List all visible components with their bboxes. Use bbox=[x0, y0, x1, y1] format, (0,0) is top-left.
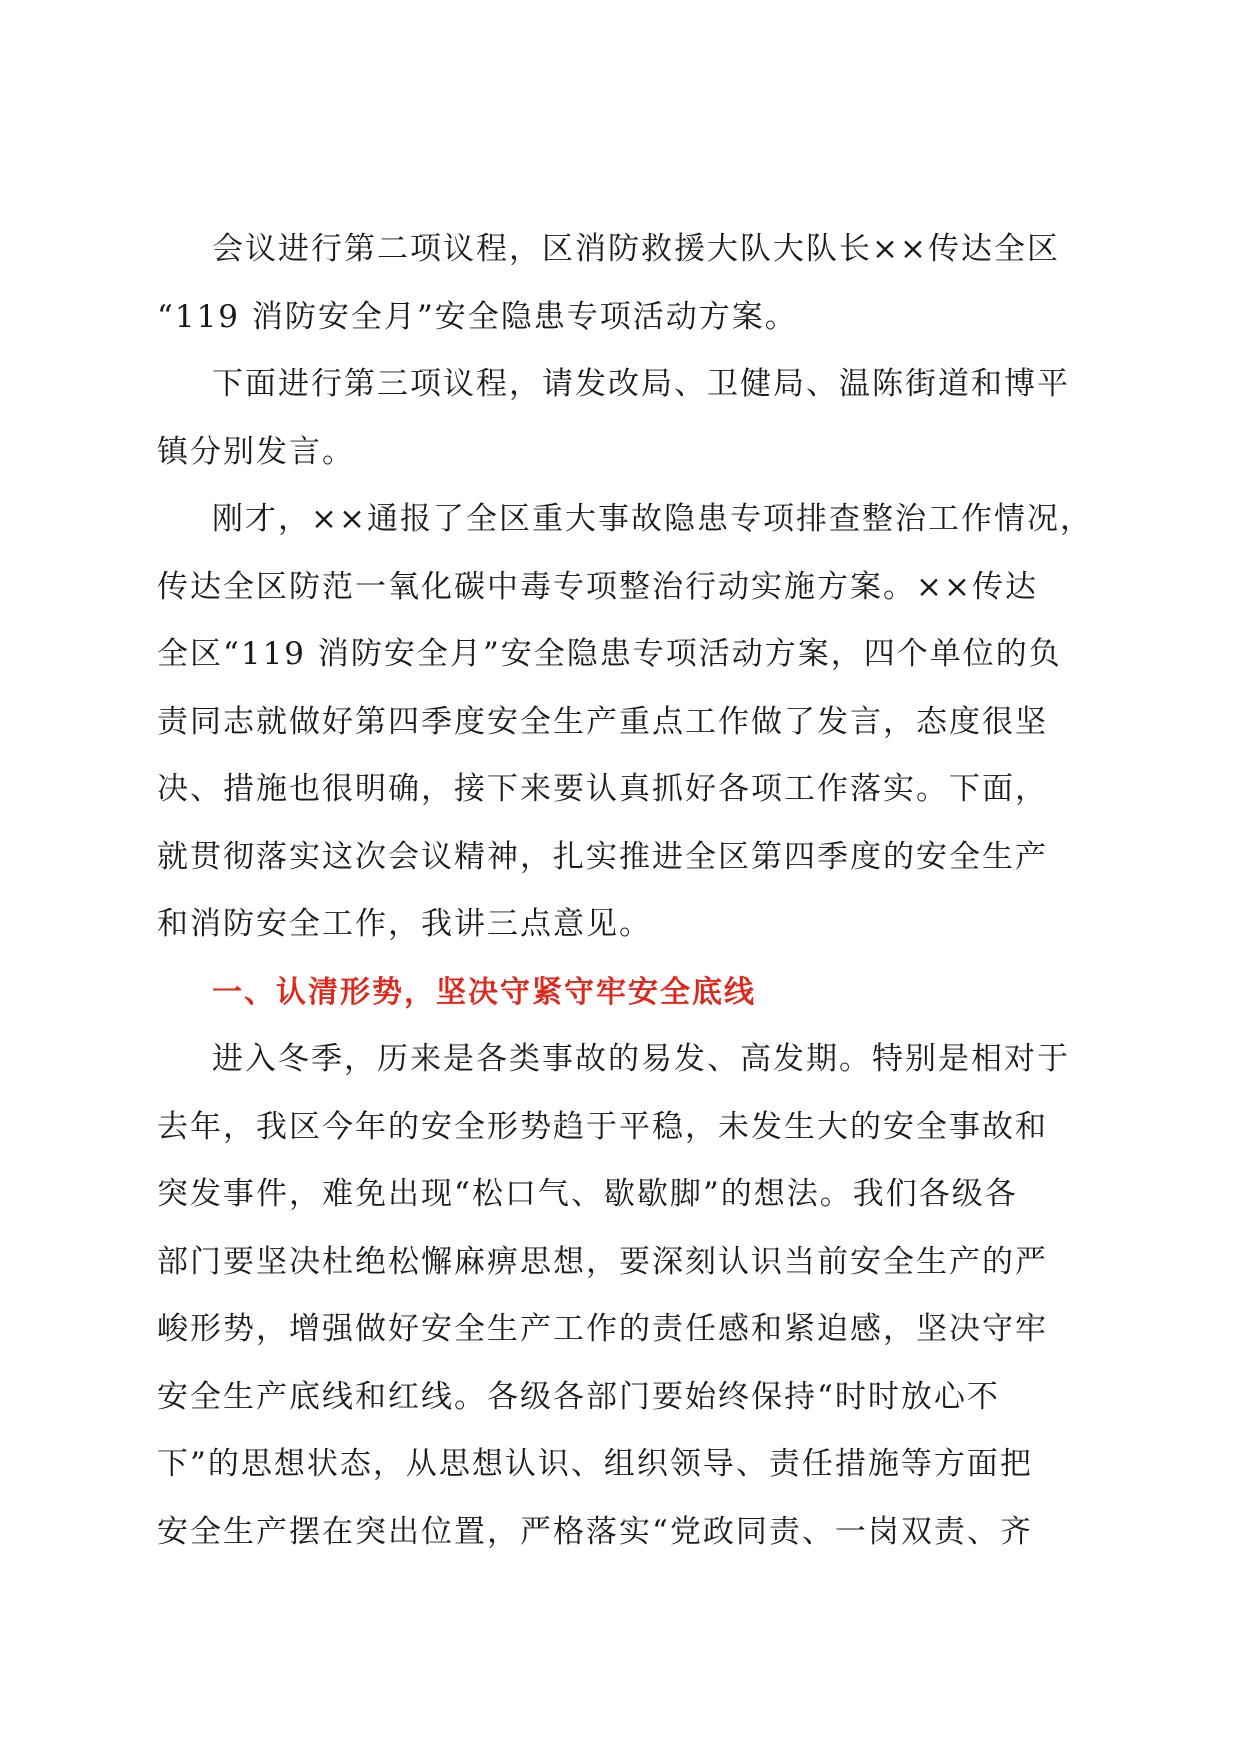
paragraph-line: 全区“119 消防安全月”安全隐患专项活动方案，四个单位的负 bbox=[157, 636, 1062, 672]
paragraph-line: 进入冬季，历来是各类事故的易发、高发期。特别是相对于 bbox=[212, 1041, 1070, 1077]
paragraph-line: 传达全区防范一氧化碳中毒专项整治行动实施方案。××传达 bbox=[157, 568, 1038, 605]
paragraph-line: 部门要坚决杜绝松懈麻痹思想，要深刻认识当前安全生产的严 bbox=[157, 1243, 1048, 1280]
paragraph-line: 去年，我区今年的安全形势趋于平稳，未发生大的安全事故和 bbox=[157, 1108, 1048, 1145]
paragraph-line: 突发事件，难免出现“松口气、歇歇脚”的想法。我们各级各 bbox=[157, 1176, 1018, 1212]
paragraph-line: 刚才，××通报了全区重大事故隐患专项排查整治工作情况， bbox=[212, 501, 1093, 537]
paragraph-line: 下”的思想状态，从思想认识、组织领导、责任措施等方面把 bbox=[157, 1446, 1033, 1482]
paragraph-line: 镇分别发言。 bbox=[157, 433, 355, 470]
paragraph-line: 峻形势，增强做好安全生产工作的责任感和紧迫感，坚决守牢 bbox=[157, 1311, 1048, 1347]
paragraph-line: 安全生产底线和红线。各级各部门要始终保持“时时放心不 bbox=[157, 1378, 1000, 1415]
paragraph-line: 就贯彻落实这次会议精神，扎实推进全区第四季度的安全生产 bbox=[157, 838, 1048, 875]
paragraph-line: 下面进行第三项议程，请发改局、卫健局、温陈街道和博平 bbox=[212, 366, 1070, 402]
section-heading: 一、认清形势，坚决守紧守牢安全底线 bbox=[212, 974, 756, 1010]
paragraph-line: “119 消防安全月”安全隐患专项活动方案。 bbox=[157, 298, 798, 335]
paragraph-line: 会议进行第二项议程，区消防救援大队大队长××传达全区 bbox=[212, 231, 1060, 267]
document-body bbox=[157, 216, 1117, 1566]
paragraph-line: 和消防安全工作，我讲三点意见。 bbox=[157, 906, 652, 942]
paragraph-line: 责同志就做好第四季度安全生产重点工作做了发言，态度很坚 bbox=[157, 703, 1048, 740]
paragraph-line: 安全生产摆在突出位置，严格落实“党政同责、一岗双责、齐 bbox=[157, 1513, 1033, 1550]
paragraph-line: 决、措施也很明确，接下来要认真抓好各项工作落实。下面， bbox=[157, 771, 1048, 807]
